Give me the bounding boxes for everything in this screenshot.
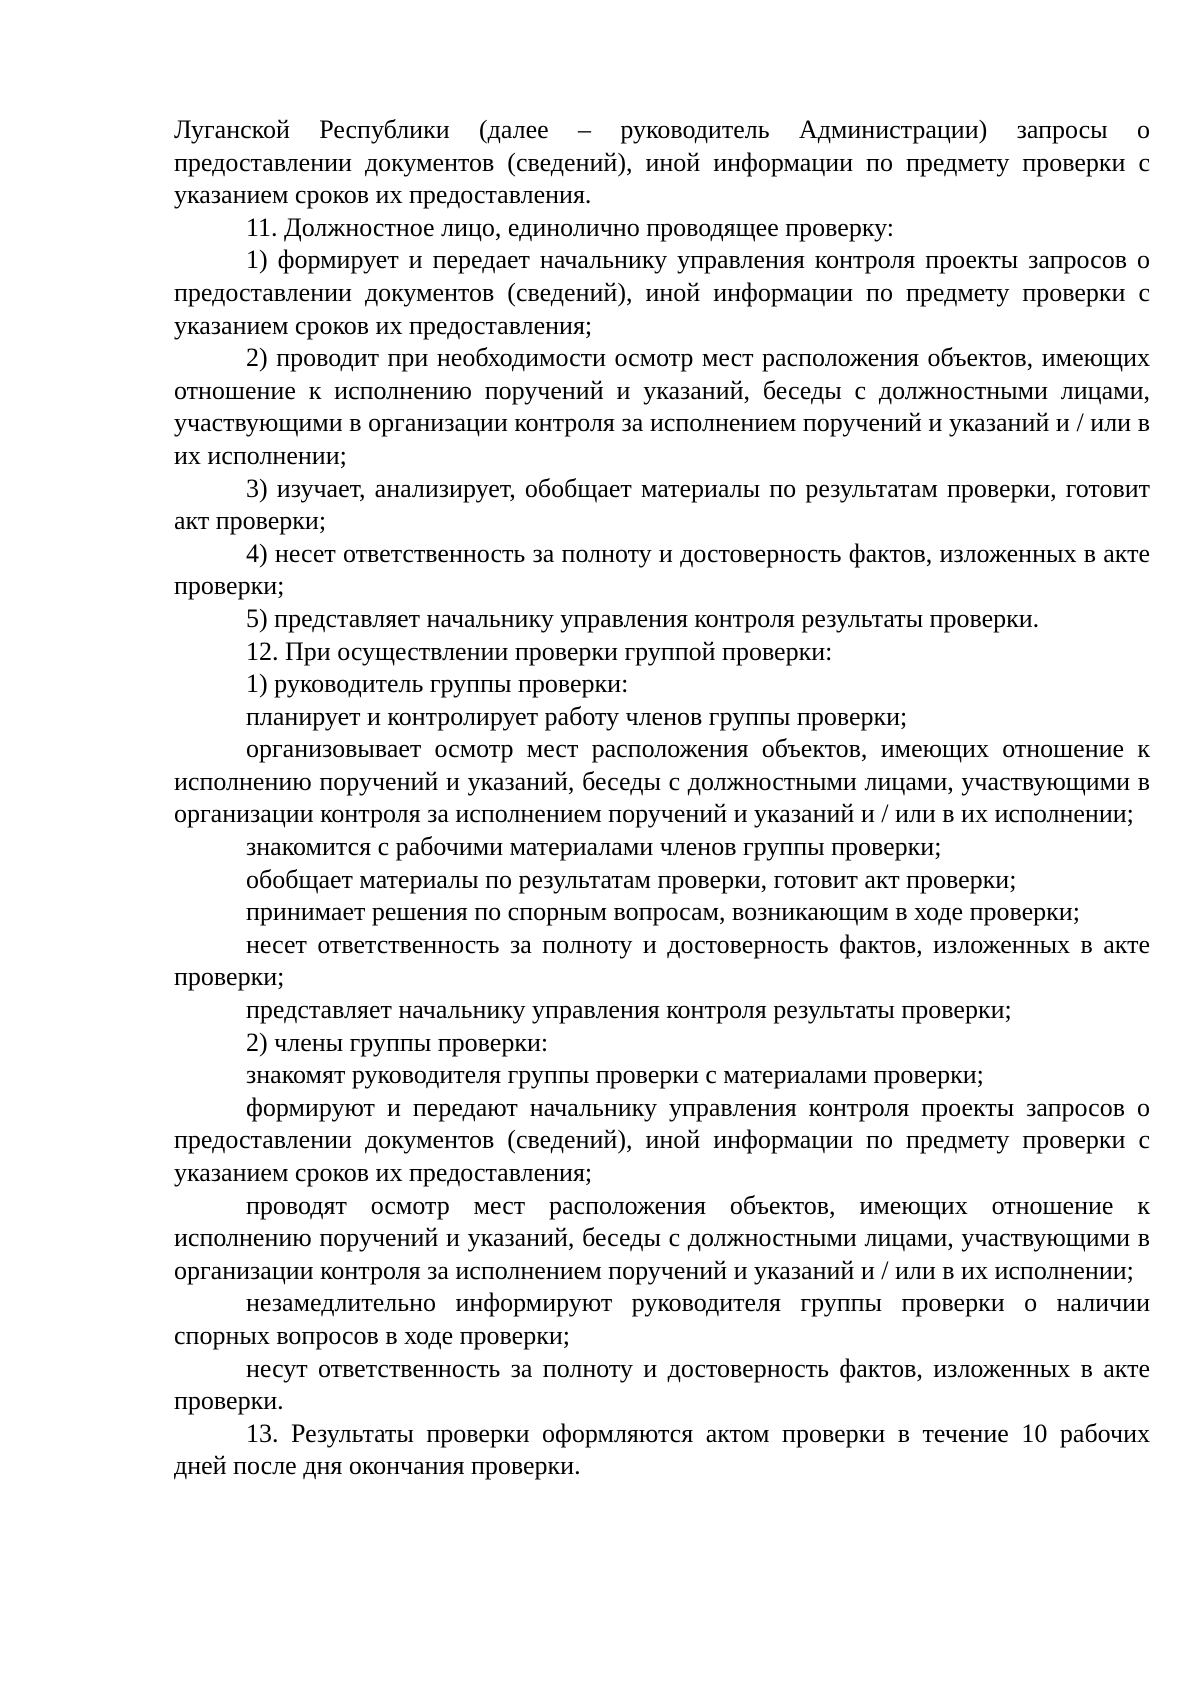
paragraph: незамедлительно информируют руководителя группы проверки о наличии спорных вопросов в ходе проверки;: [174, 1288, 1150, 1350]
paragraph: 11. Должностное лицо, единолично проводящее проверку:: [246, 212, 894, 242]
paragraph: 2) члены группы проверки:: [246, 1027, 549, 1057]
paragraph: 13. Результаты проверки оформляются актом проверки в течение 10 рабочих дней после дня окончания проверки.: [174, 1418, 1150, 1481]
paragraph: планирует и контролирует работу членов группы проверки;: [246, 701, 908, 731]
paragraph: обобщает материалы по результатам проверки, готовит акт проверки;: [246, 864, 1017, 894]
paragraph: несут ответственность за полноту и достоверность фактов, изложенных в акте проверки.: [174, 1353, 1150, 1416]
paragraph: проводят осмотр мест расположения объектов, имеющих отношение к исполнению поручений и указаний, беседы с должностными лицами, участвующими в организации контроля за исполнением поручений и указаний и / или в их исполнении;: [174, 1190, 1150, 1285]
paragraph: 1) формирует и передает начальнику управления контроля проекты запросов о предоставлении документов (сведений), иной информации по предмету проверки с указанием сроков их предоставления;: [174, 245, 1150, 340]
paragraph: представляет начальнику управления контроля результаты проверки;: [246, 995, 1012, 1025]
paragraph: формируют и передают начальнику управления контроля проекты запросов о предоставлении документов (сведений), иной информации по предмету проверки с указанием сроков их предоставления;: [174, 1092, 1150, 1187]
paragraph: несет ответственность за полноту и достоверность фактов, изложенных в акте проверки;: [174, 929, 1150, 992]
paragraph: 1) руководитель группы проверки:: [246, 669, 629, 699]
paragraph: 4) несет ответственность за полноту и достоверность фактов, изложенных в акте проверки;: [174, 538, 1150, 601]
paragraph: 5) представляет начальнику управления контроля результаты проверки.: [246, 603, 1040, 633]
paragraph: 12. При осуществлении проверки группой проверки:: [246, 636, 833, 666]
paragraph: организовывает осмотр мест расположения объектов, имеющих отношение к исполнению поручений и указаний, беседы с должностными лицами, участвующими в организации контроля за исполнением поручений и указаний и / или в их исполнении;: [174, 734, 1150, 829]
paragraph: 3) изучает, анализирует, обобщает материалы по результатам проверки, готовит акт проверки;: [174, 473, 1150, 536]
paragraph: Луганской Республики (далее – руководитель Администрации) запросы о предоставлении документов (сведений), иной информации по предмету проверки с указанием сроков их предоставления.: [174, 115, 1150, 210]
paragraph: принимает решения по спорным вопросам, возникающим в ходе проверки;: [246, 897, 1080, 927]
document-page: [174, 114, 1150, 1483]
paragraph: знакомят руководителя группы проверки с материалами проверки;: [246, 1060, 984, 1090]
paragraph: знакомится с рабочими материалами членов группы проверки;: [246, 832, 942, 862]
paragraph: 2) проводит при необходимости осмотр мест расположения объектов, имеющих отношение к исполнению поручений и указаний, беседы с должностными лицами, участвующими в организации контроля за исполнением поручений и указаний и / или в их исполнении;: [174, 343, 1150, 470]
